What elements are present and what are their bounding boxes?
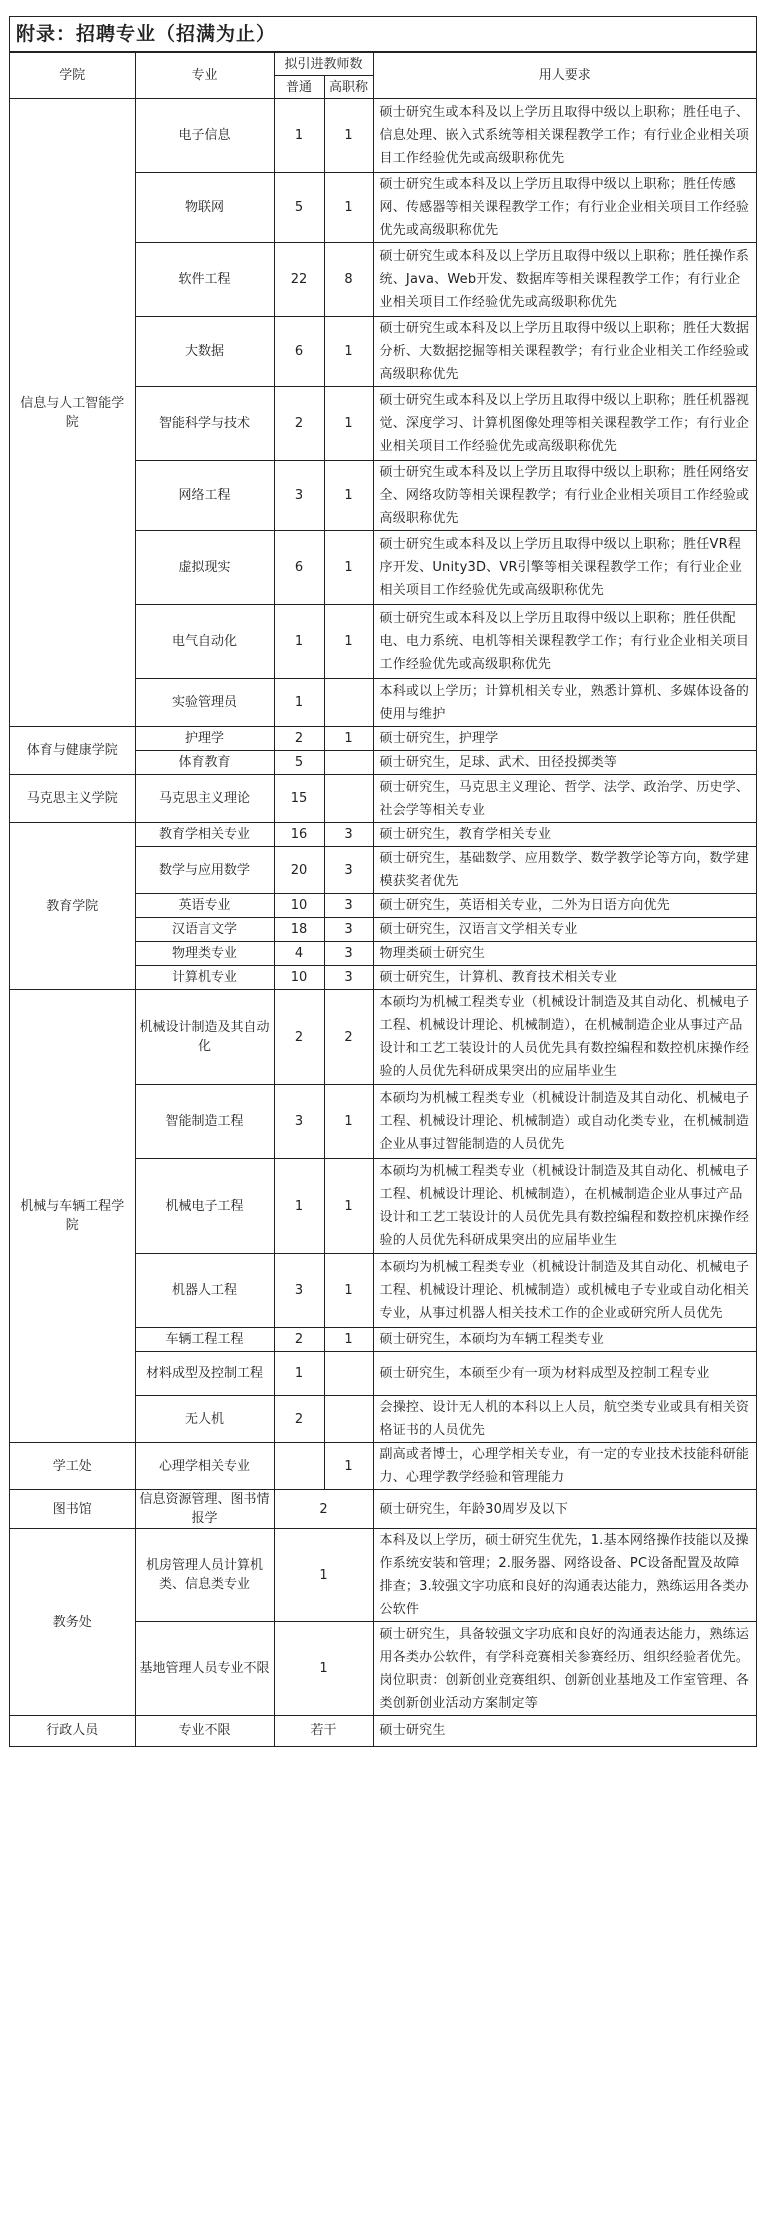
regular-count-cell: 4 (274, 942, 324, 966)
requirements-cell: 硕士研究生，马克思主义理论、哲学、法学、政治学、历史学、社会学等相关专业 (373, 775, 756, 823)
regular-count-cell: 3 (274, 1085, 324, 1159)
count-cell: 1 (274, 1529, 373, 1622)
major-cell: 电子信息 (135, 99, 274, 173)
college-cell: 信息与人工智能学院 (10, 99, 135, 727)
regular-count-cell: 1 (274, 679, 324, 727)
requirements-cell: 硕士研究生或本科及以上学历且取得中级以上职称；胜任大数据分析、大数据挖掘等相关课程教学；有行业企业相关工作经验或高级职称优先 (373, 317, 756, 387)
college-cell: 学工处 (10, 1443, 135, 1490)
requirements-cell: 硕士研究生或本科及以上学历且取得中级以上职称；胜任供配电、电力系统、电机等相关课程教学工作；有行业企业相关项目工作经验优先或高级职称优先 (373, 605, 756, 679)
regular-count-cell (274, 1443, 324, 1490)
senior-count-cell: 3 (324, 918, 373, 942)
senior-count-cell: 1 (324, 387, 373, 461)
requirements-cell: 副高或者博士，心理学相关专业，有一定的专业技术技能科研能力、心理学教学经验和管理能力 (373, 1443, 756, 1490)
major-cell: 教育学相关专业 (135, 823, 274, 847)
regular-count-cell: 2 (274, 1328, 324, 1352)
requirements-cell: 硕士研究生，基础数学、应用数学、数学教学论等方向，数学建模获奖者优先 (373, 847, 756, 894)
regular-count-cell: 10 (274, 966, 324, 990)
major-cell: 电气自动化 (135, 605, 274, 679)
requirements-cell: 硕士研究生或本科及以上学历且取得中级以上职称；胜任电子、信息处理、嵌入式系统等相关课程教学工作；有行业企业相关项目工作经验优先或高级职称优先 (373, 99, 756, 173)
senior-count-cell: 3 (324, 966, 373, 990)
senior-count-cell: 3 (324, 942, 373, 966)
college-cell: 教务处 (10, 1529, 135, 1716)
requirements-cell: 本硕均为机械工程类专业（机械设计制造及其自动化、机械电子工程、机械设计理论、机械制造），在机械制造企业从事过产品设计和工艺工装设计的人员优先具有数控编程和数控机床操作经验的人员优先科研成果突出的应届毕业生 (373, 990, 756, 1085)
senior-count-cell: 8 (324, 243, 373, 317)
requirements-cell: 硕士研究生，汉语言文学相关专业 (373, 918, 756, 942)
regular-count-cell: 18 (274, 918, 324, 942)
college-cell: 体育与健康学院 (10, 727, 135, 775)
table-row (10, 1490, 756, 1529)
header-major: 专业 (135, 53, 274, 99)
requirements-cell: 会操控、设计无人机的本科以上人员，航空类专业或具有相关资格证书的人员优先 (373, 1396, 756, 1443)
requirements-cell: 硕士研究生，计算机、教育技术相关专业 (373, 966, 756, 990)
table-row (10, 727, 756, 751)
regular-count-cell: 1 (274, 99, 324, 173)
table-row (10, 1529, 756, 1622)
requirements-cell: 物理类硕士研究生 (373, 942, 756, 966)
senior-count-cell (324, 679, 373, 727)
requirements-cell: 硕士研究生，教育学相关专业 (373, 823, 756, 847)
requirements-cell: 硕士研究生或本科及以上学历且取得中级以上职称；胜任网络安全、网络攻防等相关课程教学；有行业企业相关项目工作经验或高级职称优先 (373, 461, 756, 531)
regular-count-cell: 1 (274, 1352, 324, 1396)
header-college: 学院 (10, 53, 135, 99)
senior-count-cell: 1 (324, 1443, 373, 1490)
requirements-cell: 本科及以上学历，硕士研究生优先，1.基本网络操作技能以及操作系统安装和管理；2.服务器、网络设备、PC设备配置及故障排查；3.较强文字功底和良好的沟通表达能力，熟练运用各类办公软件 (373, 1529, 756, 1622)
major-cell: 物理类专业 (135, 942, 274, 966)
table-row (10, 1716, 756, 1746)
requirements-cell: 本硕均为机械工程类专业（机械设计制造及其自动化、机械电子工程、机械设计理论、机械制造）或机械电子专业或自动化相关专业，从事过机器人相关技术工作的企业或研究所人员优先 (373, 1254, 756, 1328)
senior-count-cell: 3 (324, 847, 373, 894)
table-body (10, 99, 756, 1746)
table-row (10, 990, 756, 1085)
requirements-cell: 硕士研究生，足球、武术、田径投掷类等 (373, 751, 756, 775)
major-cell: 数学与应用数学 (135, 847, 274, 894)
major-cell: 信息资源管理、图书情报学 (135, 1490, 274, 1529)
senior-count-cell: 1 (324, 173, 373, 243)
table-row (10, 823, 756, 847)
college-cell: 教育学院 (10, 823, 135, 990)
regular-count-cell: 1 (274, 605, 324, 679)
senior-count-cell: 1 (324, 531, 373, 605)
major-cell: 大数据 (135, 317, 274, 387)
major-cell: 专业不限 (135, 1716, 274, 1746)
senior-count-cell: 1 (324, 461, 373, 531)
requirements-cell: 硕士研究生，本硕至少有一项为材料成型及控制工程专业 (373, 1352, 756, 1396)
major-cell: 物联网 (135, 173, 274, 243)
major-cell: 马克思主义理论 (135, 775, 274, 823)
senior-count-cell: 1 (324, 1085, 373, 1159)
senior-count-cell: 3 (324, 894, 373, 918)
senior-count-cell: 1 (324, 605, 373, 679)
college-cell: 马克思主义学院 (10, 775, 135, 823)
senior-count-cell: 1 (324, 1159, 373, 1254)
major-cell: 计算机专业 (135, 966, 274, 990)
senior-count-cell (324, 1352, 373, 1396)
senior-count-cell (324, 751, 373, 775)
header-count: 拟引进教师数 (274, 53, 373, 76)
count-cell: 2 (274, 1490, 373, 1529)
senior-count-cell: 3 (324, 823, 373, 847)
header-row (10, 53, 756, 76)
major-cell: 体育教育 (135, 751, 274, 775)
recruitment-appendix (9, 16, 757, 1747)
count-cell: 若干 (274, 1716, 373, 1746)
table-row (10, 99, 756, 173)
major-cell: 软件工程 (135, 243, 274, 317)
requirements-cell: 本硕均为机械工程类专业（机械设计制造及其自动化、机械电子工程、机械设计理论、机械制造）或自动化类专业，在机械制造企业从事过智能制造的人员优先 (373, 1085, 756, 1159)
college-cell: 机械与车辆工程学院 (10, 990, 135, 1443)
requirements-cell: 硕士研究生 (373, 1716, 756, 1746)
major-cell: 机房管理人员计算机类、信息类专业 (135, 1529, 274, 1622)
major-cell: 实验管理员 (135, 679, 274, 727)
regular-count-cell: 6 (274, 531, 324, 605)
regular-count-cell: 10 (274, 894, 324, 918)
senior-count-cell: 1 (324, 99, 373, 173)
regular-count-cell: 16 (274, 823, 324, 847)
senior-count-cell: 1 (324, 727, 373, 751)
requirements-cell: 本硕均为机械工程类专业（机械设计制造及其自动化、机械电子工程、机械设计理论、机械制造），在机械制造企业从事过产品设计和工艺工装设计的人员优先具有数控编程和数控机床操作经验的人员优先科研成果突出的应届毕业生 (373, 1159, 756, 1254)
requirements-cell: 硕士研究生或本科及以上学历且取得中级以上职称；胜任操作系统、Java、Web开发、数据库等相关课程教学工作；有行业企业相关项目工作经验优先或高级职称优先 (373, 243, 756, 317)
regular-count-cell: 22 (274, 243, 324, 317)
regular-count-cell: 3 (274, 461, 324, 531)
requirements-cell: 硕士研究生，具备较强文字功底和良好的沟通表达能力，熟练运用各类办公软件，有学科竞赛相关参赛经历、组织经验者优先。岗位职责：创新创业竞赛组织、创新创业基地及工作室管理、各类创新创业活动方案制定等 (373, 1622, 756, 1716)
table-row (10, 775, 756, 823)
regular-count-cell: 2 (274, 1396, 324, 1443)
major-cell: 英语专业 (135, 894, 274, 918)
major-cell: 心理学相关专业 (135, 1443, 274, 1490)
major-cell: 材料成型及控制工程 (135, 1352, 274, 1396)
header-requirements: 用人要求 (373, 53, 756, 99)
major-cell: 护理学 (135, 727, 274, 751)
regular-count-cell: 2 (274, 990, 324, 1085)
regular-count-cell: 20 (274, 847, 324, 894)
major-cell: 机器人工程 (135, 1254, 274, 1328)
requirements-cell: 硕士研究生或本科及以上学历且取得中级以上职称；胜任传感网、传感器等相关课程教学工作；有行业企业相关项目工作经验优先或高级职称优先 (373, 173, 756, 243)
senior-count-cell (324, 775, 373, 823)
regular-count-cell: 3 (274, 1254, 324, 1328)
regular-count-cell: 15 (274, 775, 324, 823)
requirements-cell: 本科或以上学历；计算机相关专业，熟悉计算机、多媒体设备的使用与维护 (373, 679, 756, 727)
regular-count-cell: 5 (274, 173, 324, 243)
header-senior: 高职称 (324, 76, 373, 99)
regular-count-cell: 2 (274, 727, 324, 751)
major-cell: 智能制造工程 (135, 1085, 274, 1159)
senior-count-cell (324, 1396, 373, 1443)
major-cell: 网络工程 (135, 461, 274, 531)
regular-count-cell: 1 (274, 1159, 324, 1254)
table-row (10, 1443, 756, 1490)
regular-count-cell: 6 (274, 317, 324, 387)
college-cell: 图书馆 (10, 1490, 135, 1529)
senior-count-cell: 1 (324, 317, 373, 387)
major-cell: 基地管理人员专业不限 (135, 1622, 274, 1716)
requirements-cell: 硕士研究生或本科及以上学历且取得中级以上职称；胜任机器视觉、深度学习、计算机图像处理等相关课程教学工作；有行业企业相关项目工作经验优先或高级职称优先 (373, 387, 756, 461)
major-cell: 机械电子工程 (135, 1159, 274, 1254)
major-cell: 无人机 (135, 1396, 274, 1443)
major-cell: 汉语言文学 (135, 918, 274, 942)
college-cell: 行政人员 (10, 1716, 135, 1746)
header-regular: 普通 (274, 76, 324, 99)
senior-count-cell: 1 (324, 1328, 373, 1352)
major-cell: 智能科学与技术 (135, 387, 274, 461)
senior-count-cell: 2 (324, 990, 373, 1085)
regular-count-cell: 5 (274, 751, 324, 775)
page-title: 附录：招聘专业（招满为止） (10, 17, 756, 52)
major-cell: 虚拟现实 (135, 531, 274, 605)
senior-count-cell: 1 (324, 1254, 373, 1328)
requirements-cell: 硕士研究生，年龄30周岁及以下 (373, 1490, 756, 1529)
major-cell: 机械设计制造及其自动化 (135, 990, 274, 1085)
requirements-cell: 硕士研究生，英语相关专业，二外为日语方向优先 (373, 894, 756, 918)
recruitment-table (10, 52, 756, 1746)
requirements-cell: 硕士研究生或本科及以上学历且取得中级以上职称；胜任VR程序开发、Unity3D、VR引擎等相关课程教学工作；有行业企业相关项目工作经验优先或高级职称优先 (373, 531, 756, 605)
requirements-cell: 硕士研究生，护理学 (373, 727, 756, 751)
requirements-cell: 硕士研究生，本硕均为车辆工程类专业 (373, 1328, 756, 1352)
regular-count-cell: 2 (274, 387, 324, 461)
count-cell: 1 (274, 1622, 373, 1716)
major-cell: 车辆工程工程 (135, 1328, 274, 1352)
